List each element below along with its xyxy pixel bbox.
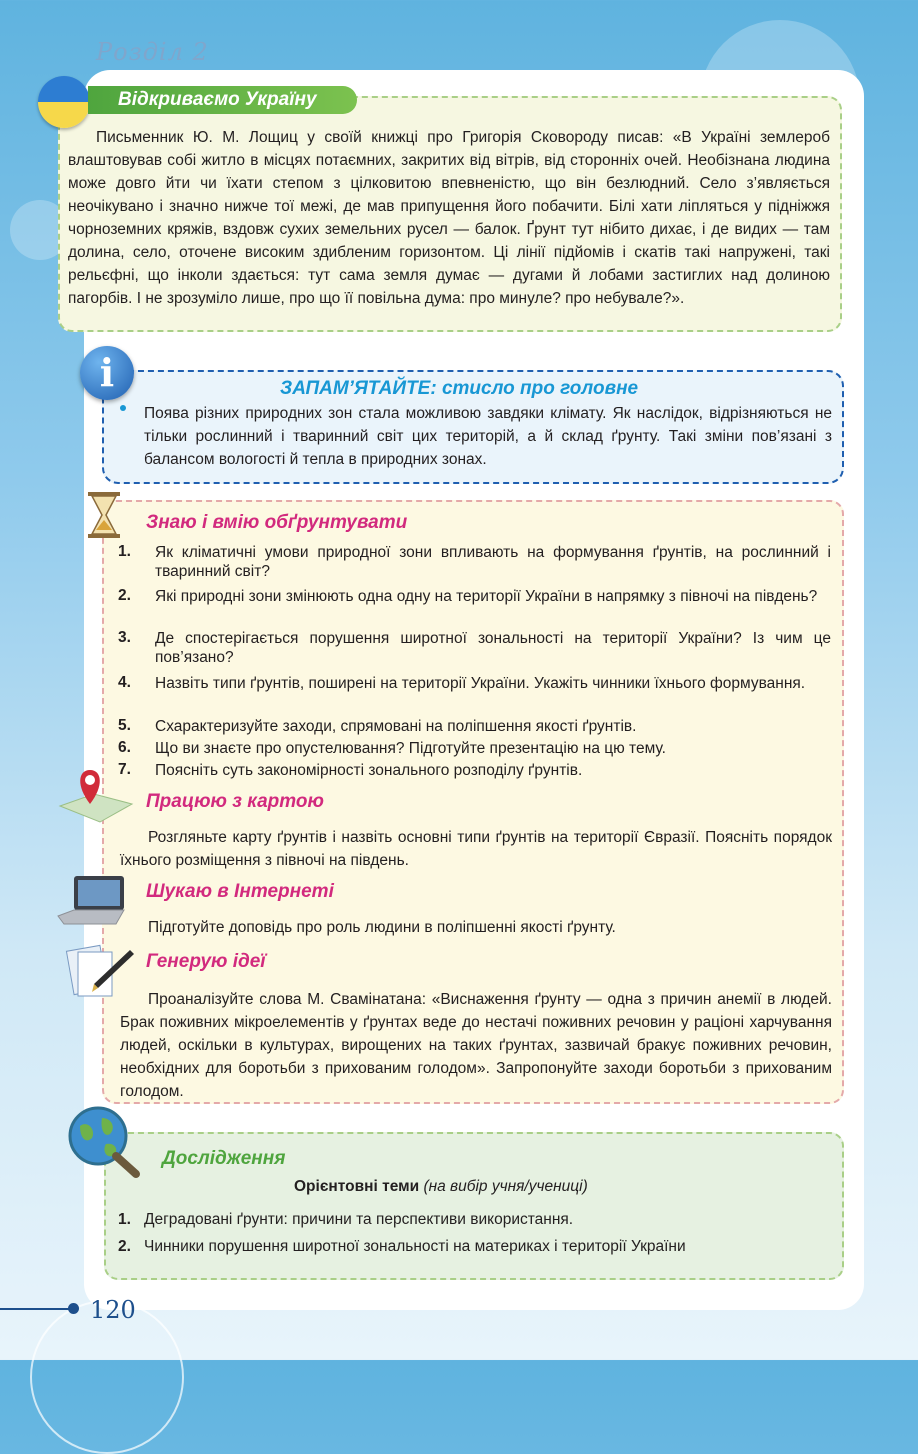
discover-text: Письменник Ю. М. Лощиц у своїй книжці про Григорія Сковороду писав: «В Україні землероб влаштовував собі житло в місцях потаємних, закритих від вітрів, від сторонніх очей. Необізнана людина може довго йти чи їхати степом з цілковитою впевненістю, що він безлюдний. Село з’являється неочікувано і значно нижче тої межі, де мав припущення його побачити. Білі хати ліпляться у підніжжя чорноземних кряжів, вздовж сухих земельних русел — балок. Ґрунт тут нібито дихає, і де видих — там долина, село, оточене високим здибленим горизонтом. Ці лінії підйомів і скатів такі напружені, такі рельєфні, що інколи здається: тут сама земля думає — дугами й лобами застиглих над долиною пагорбів. І не зрозуміло лише, про що її повільна дума: про минуле? про небувале?». bbox=[68, 129, 830, 307]
research-item-text: Деградовані ґрунти: причини та перспективи використання. bbox=[144, 1211, 574, 1228]
info-icon: i bbox=[80, 346, 134, 400]
map-title: Працюю з картою bbox=[146, 791, 324, 812]
map-pin-icon bbox=[54, 766, 138, 830]
research-topics-heading bbox=[294, 1178, 588, 1196]
page-number-dot bbox=[68, 1303, 79, 1314]
question-number: 7. bbox=[118, 761, 131, 778]
question-number: 6. bbox=[118, 739, 131, 756]
page-number-line bbox=[0, 1308, 78, 1310]
magnifier-globe-icon bbox=[66, 1104, 146, 1178]
research-topics-note: (на вибір учня/учениці) bbox=[423, 1178, 588, 1195]
question-number: 5. bbox=[118, 717, 131, 734]
research-item-text: Чинники порушення широтної зональності на материках і території України bbox=[144, 1238, 686, 1255]
remember-title: ЗАПАМ’ЯТАЙТЕ: стисло про головне bbox=[280, 378, 639, 399]
ideas-title: Генерую ідеї bbox=[146, 951, 266, 972]
discover-title: Відкриваємо Україну bbox=[88, 86, 357, 114]
question-text: Де спостерігається порушення широтної зональності на території України? Із чим це пов’язано? bbox=[155, 630, 831, 666]
question-number: 1. bbox=[118, 543, 131, 560]
section-header: Розділ 2 bbox=[96, 38, 209, 66]
page-number: 120 bbox=[90, 1296, 136, 1324]
question-number: 3. bbox=[118, 629, 131, 646]
research-topics-bold: Орієнтовні теми bbox=[294, 1178, 420, 1195]
bullet-icon bbox=[120, 405, 126, 411]
question-text: Які природні зони змінюють одна одну на території України в напрямку з півночі на південь? bbox=[155, 588, 818, 605]
question-text: Поясніть суть закономірності зонального розподілу ґрунтів. bbox=[155, 762, 583, 779]
question-text: Назвіть типи ґрунтів, поширені на території України. Укажіть чинники їхнього формування. bbox=[155, 675, 806, 692]
ukraine-flag-icon bbox=[38, 76, 90, 128]
laptop-icon bbox=[54, 872, 134, 930]
question-text: Схарактеризуйте заходи, спрямовані на поліпшення якості ґрунтів. bbox=[155, 718, 637, 735]
question-number: 4. bbox=[118, 674, 131, 691]
question-number: 2. bbox=[118, 587, 131, 604]
ideas-text: Проаналізуйте слова М. Свамінатана: «Виснаження ґрунту — одна з причин анемії в людей. Брак поживних мікроелементів у ґрунтах веде до нестачі поживних речовин у раціоні харчування людей, оскільки в культурах, вирощених на таких ґрунтах, зазвичай бракує поживних речовин, необхідних для боротьби з прихованим голодом». Запропонуйте заходи боротьби з прихованим голодом. bbox=[120, 991, 832, 1100]
question-text: Що ви знаєте про опустелювання? Підготуйте презентацію на цю тему. bbox=[155, 740, 666, 757]
map-text: Розгляньте карту ґрунтів і назвіть основні типи ґрунтів на території Євразії. Поясніть порядок їхнього розміщення з півночі на південь. bbox=[120, 829, 832, 869]
research-item-number: 2. bbox=[118, 1238, 131, 1255]
internet-title: Шукаю в Інтернеті bbox=[146, 881, 334, 902]
research-title: Дослідження bbox=[162, 1148, 286, 1169]
internet-text: Підготуйте доповідь про роль людини в поліпшенні якості ґрунту. bbox=[148, 919, 616, 936]
remember-text: Поява різних природних зон стала можливою завдяки клімату. Як наслідок, відрізняються не тільки рослинний і тваринний світ цих територій, а й склад ґрунту. Такі зміни пов’язані з балансом вологості й тепла в природних зонах. bbox=[144, 405, 832, 468]
question-text: Як кліматичні умови природної зони впливають на формування ґрунтів, на рослинний і тваринний світ? bbox=[155, 544, 831, 580]
research-item-number: 1. bbox=[118, 1211, 131, 1228]
hourglass-icon bbox=[84, 490, 124, 540]
know-title: Знаю і вмію обґрунтувати bbox=[146, 512, 408, 533]
